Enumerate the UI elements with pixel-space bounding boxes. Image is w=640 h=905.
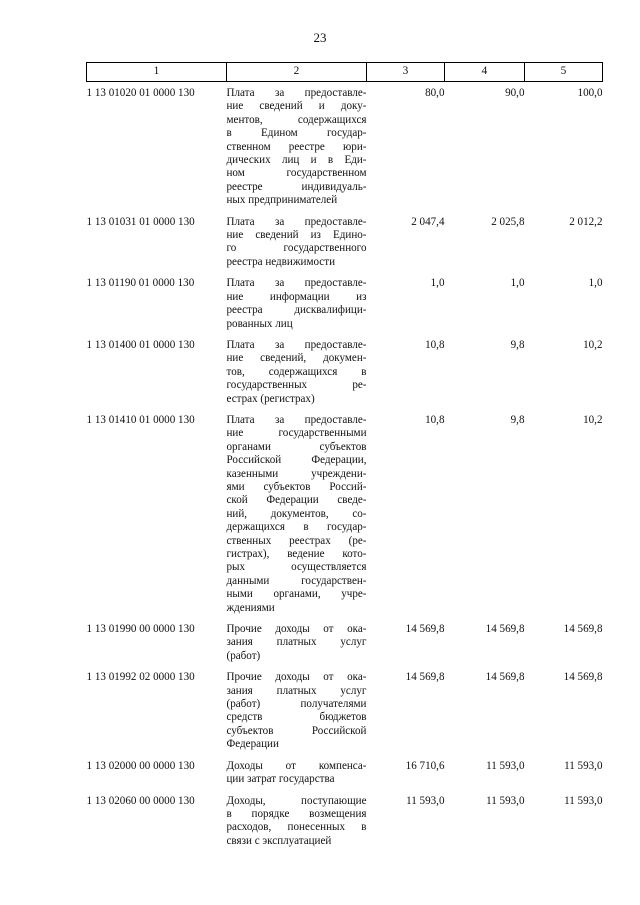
- column-header-2: 2: [227, 63, 367, 82]
- revenue-name-line: ции затрат государства: [226, 773, 335, 786]
- amount-v3: 16 710,6: [405, 759, 445, 772]
- revenue-name-line: гистрах), ведение кото-: [226, 548, 367, 560]
- revenue-name: [227, 335, 367, 410]
- revenue-name-line: Российской Федерации,: [226, 454, 367, 467]
- revenue-code: 1 13 02060 00 0000 130: [86, 794, 195, 807]
- revenue-name-line: ние государственными: [226, 427, 367, 440]
- revenue-name-line: рованных лиц: [226, 317, 293, 330]
- amount-v4: 2 025,8: [491, 215, 525, 228]
- table-row: [87, 273, 603, 335]
- revenue-name-line: (работ) получателями: [226, 698, 367, 711]
- amount-v5: 11 593,0: [564, 794, 603, 807]
- table-row: [87, 410, 603, 619]
- revenue-name-line: ных предпринимателей: [226, 194, 338, 207]
- revenue-name: [227, 791, 367, 853]
- revenue-name-line: в порядке возмещения: [226, 807, 367, 820]
- revenue-name-line: дических лиц и в Еди-: [226, 154, 367, 167]
- revenue-code: 1 13 01400 01 0000 130: [86, 338, 195, 351]
- column-header-1: 1: [87, 63, 227, 82]
- revenue-code: 1 13 01992 02 0000 130: [86, 671, 195, 684]
- revenue-name-line: (работ): [226, 649, 261, 662]
- amount-v4: 14 569,8: [485, 623, 525, 636]
- revenue-name: [227, 273, 367, 335]
- revenue-code: 1 13 01990 00 0000 130: [86, 623, 195, 636]
- amount-v4: 90,0: [505, 87, 525, 99]
- amount-v3: 2 047,4: [411, 215, 445, 228]
- revenue-name-line: естрах (регистрах): [226, 392, 315, 405]
- revenue-name-line: ние сведений и доку-: [226, 100, 367, 113]
- table-row: [87, 667, 603, 755]
- page-number: 23: [313, 30, 327, 45]
- amount-v3: 10,8: [425, 413, 445, 426]
- column-header-3: 3: [367, 63, 445, 82]
- revenue-name-line: ской Федерации сведе-: [226, 494, 367, 507]
- amount-v4: 11 593,0: [486, 759, 525, 772]
- revenue-name-line: реестра дисквалифици-: [226, 304, 367, 317]
- amount-v3: 80,0: [425, 87, 445, 99]
- revenue-name-line: ном государственном: [226, 167, 367, 180]
- revenue-name-line: Плата за предоставле-: [226, 215, 367, 228]
- revenue-name: [227, 410, 367, 619]
- revenue-name-line: в Едином государ-: [226, 127, 367, 140]
- table-row: [87, 791, 603, 853]
- amount-v3: 11 593,0: [406, 794, 445, 807]
- amount-v5: 10,2: [583, 338, 603, 351]
- amount-v5: 14 569,8: [563, 671, 603, 684]
- amount-v5: 10,2: [583, 413, 603, 426]
- revenue-name-line: государственных ре-: [226, 379, 367, 392]
- table-row: [87, 212, 603, 274]
- revenue-name-line: субъектов Российской: [226, 724, 367, 737]
- revenue-name-line: зания платных услуг: [226, 636, 367, 649]
- revenue-name-line: реестре индивидуаль-: [226, 180, 367, 193]
- revenue-code: 1 13 01020 01 0000 130: [86, 87, 195, 99]
- amount-v4: 1,0: [510, 277, 525, 290]
- amount-v4: 11 593,0: [486, 794, 525, 807]
- revenue-name-line: средств бюджетов: [226, 711, 367, 724]
- table-row: [87, 619, 603, 667]
- amount-v5: 100,0: [577, 87, 603, 99]
- column-header-5: 5: [525, 63, 603, 82]
- table-row: [87, 335, 603, 410]
- revenue-name-line: ственных реестрах (ре-: [226, 534, 367, 547]
- revenue-name-line: ние сведений, докумен-: [226, 352, 367, 365]
- table-body: [87, 82, 603, 853]
- revenue-name-line: го государственного: [226, 242, 367, 255]
- table-row: [87, 756, 603, 791]
- amount-v3: 14 569,8: [405, 671, 445, 684]
- revenue-code: 1 13 01031 01 0000 130: [86, 215, 195, 228]
- revenue-name-line: Прочие доходы от ока-: [226, 671, 367, 684]
- table-header-row: [87, 63, 603, 82]
- column-header-4: 4: [445, 63, 525, 82]
- revenue-name-line: ментов, содержащихся: [226, 113, 367, 126]
- revenue-name-line: Плата за предоставле-: [226, 277, 367, 290]
- revenue-name-line: ственном реестре юри-: [226, 140, 367, 153]
- revenue-name-line: Доходы, поступающие: [226, 794, 367, 807]
- revenue-table: [86, 62, 603, 852]
- revenue-name-line: рых осуществляется: [226, 561, 367, 574]
- revenue-name-line: Федерации: [226, 738, 279, 751]
- revenue-name-line: Прочие доходы от ока-: [226, 623, 367, 636]
- revenue-name-line: данными государствен-: [226, 574, 367, 587]
- amount-v3: 10,8: [425, 338, 445, 351]
- revenue-name: [227, 667, 367, 755]
- revenue-name: [227, 756, 367, 791]
- revenue-name-line: Доходы от компенса-: [226, 759, 367, 772]
- revenue-name-line: органами субъектов: [226, 440, 367, 453]
- revenue-name-line: расходов, понесенных в: [226, 821, 367, 834]
- amount-v5: 14 569,8: [563, 623, 603, 636]
- revenue-name-line: зания платных услуг: [226, 684, 367, 697]
- amount-v4: 14 569,8: [485, 671, 525, 684]
- amount-v5: 1,0: [588, 277, 603, 290]
- revenue-code: 1 13 02000 00 0000 130: [86, 759, 195, 772]
- revenue-name-line: связи с эксплуатацией: [226, 834, 332, 847]
- revenue-name-line: тов, содержащихся в: [226, 365, 367, 378]
- revenue-name: [227, 212, 367, 274]
- revenue-name: [227, 82, 367, 212]
- revenue-name-line: ными органами, учре-: [226, 588, 367, 601]
- revenue-name-line: ждениями: [226, 601, 275, 614]
- revenue-name: [227, 619, 367, 667]
- revenue-name-line: ние информации из: [226, 290, 367, 303]
- revenue-name-line: ние сведений из Едино-: [226, 229, 367, 242]
- revenue-name-line: Плата за предоставле-: [226, 413, 367, 426]
- amount-v4: 9,8: [510, 413, 525, 426]
- amount-v5: 2 012,2: [569, 215, 603, 228]
- revenue-name-line: Плата за предоставле-: [226, 87, 367, 99]
- revenue-name-line: казенными учреждени-: [226, 467, 367, 480]
- amount-v3: 1,0: [430, 277, 445, 290]
- amount-v4: 9,8: [510, 338, 525, 351]
- revenue-name-line: держащихся в государ-: [226, 521, 367, 534]
- table-row: [87, 82, 603, 212]
- revenue-name-line: Плата за предоставле-: [226, 338, 367, 351]
- revenue-name-line: реестра недвижимости: [226, 255, 336, 268]
- amount-v5: 11 593,0: [564, 759, 603, 772]
- revenue-code: 1 13 01190 01 0000 130: [86, 277, 195, 290]
- revenue-name-line: ний, документов, со-: [226, 507, 367, 520]
- revenue-code: 1 13 01410 01 0000 130: [86, 413, 195, 426]
- amount-v3: 14 569,8: [405, 623, 445, 636]
- revenue-name-line: ями субъектов Россий-: [226, 480, 367, 493]
